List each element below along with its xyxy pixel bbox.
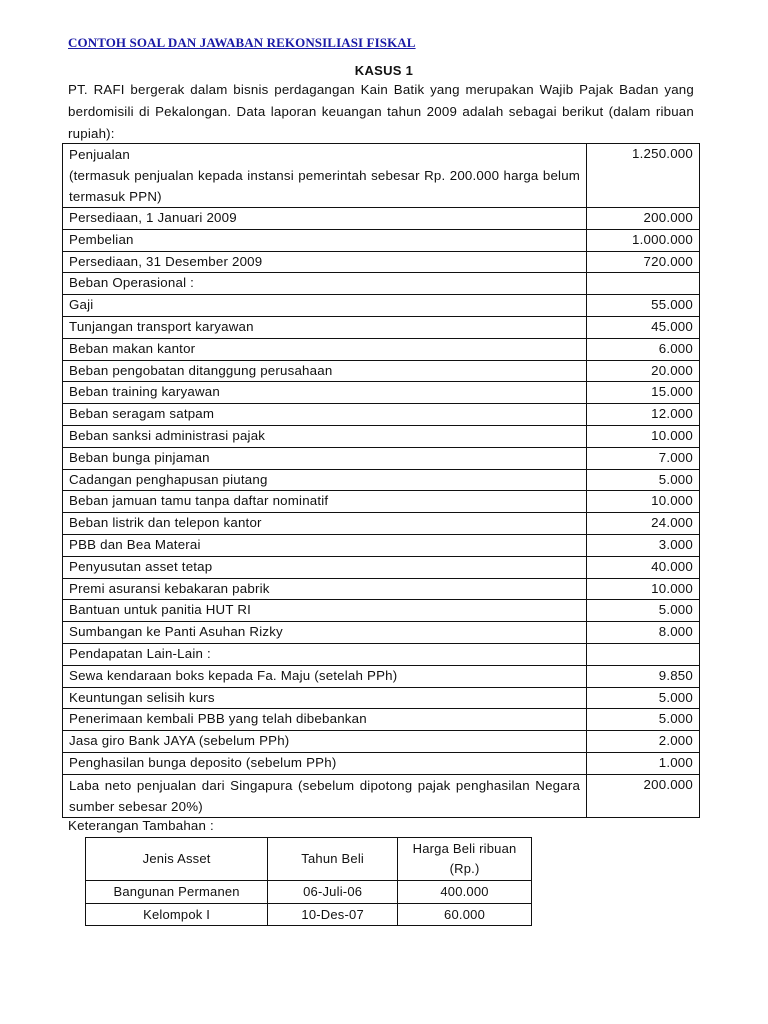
table-row — [63, 534, 700, 556]
row-label: Tunjangan transport karyawan — [63, 316, 587, 338]
row-label: Beban pengobatan ditanggung perusahaan — [63, 360, 587, 382]
row-label: Beban makan kantor — [63, 338, 587, 360]
row-label: Beban listrik dan telepon kantor — [63, 513, 587, 535]
asset-row — [86, 881, 532, 904]
table-row — [63, 404, 700, 426]
table-row — [63, 774, 700, 817]
row-value: 10.000 — [587, 425, 700, 447]
row-label: Beban Operasional : — [63, 273, 587, 295]
asset-year: 06-Juli-06 — [268, 881, 398, 904]
row-label — [63, 144, 587, 208]
table-row — [63, 425, 700, 447]
row-label: Penerimaan kembali PBB yang telah dibebankan — [63, 709, 587, 731]
table-row — [63, 513, 700, 535]
row-value: 1.000 — [587, 752, 700, 774]
row-label: Beban sanksi administrasi pajak — [63, 425, 587, 447]
table-row — [63, 338, 700, 360]
asset-table-header-row — [86, 838, 532, 881]
asset-type: Kelompok I — [86, 903, 268, 926]
row-value: 1.250.000 — [587, 144, 700, 208]
asset-price: 60.000 — [398, 903, 532, 926]
table-row — [63, 360, 700, 382]
table-row — [63, 665, 700, 687]
table-row — [63, 752, 700, 774]
row-value: 5.000 — [587, 469, 700, 491]
asset-row — [86, 903, 532, 926]
row-value: 2.000 — [587, 731, 700, 753]
table-row — [63, 447, 700, 469]
row-value — [587, 273, 700, 295]
table-row — [63, 600, 700, 622]
asset-year: 10-Des-07 — [268, 903, 398, 926]
row-value: 1.000.000 — [587, 229, 700, 251]
table-row — [63, 295, 700, 317]
row-value — [587, 643, 700, 665]
asset-type: Bangunan Permanen — [86, 881, 268, 904]
row-label: Pembelian — [63, 229, 587, 251]
row-label: Beban jamuan tamu tanpa daftar nominatif — [63, 491, 587, 513]
asset-header-type: Jenis Asset — [86, 838, 268, 881]
table-row — [63, 316, 700, 338]
row-value: 200.000 — [587, 208, 700, 230]
row-label: Penghasilan bunga deposito (sebelum PPh) — [63, 752, 587, 774]
row-label: Beban training karyawan — [63, 382, 587, 404]
row-value: 6.000 — [587, 338, 700, 360]
row-label: Sumbangan ke Panti Asuhan Rizky — [63, 622, 587, 644]
row-value: 5.000 — [587, 687, 700, 709]
row-label: Bantuan untuk panitia HUT RI — [63, 600, 587, 622]
table-row — [63, 273, 700, 295]
table-row — [63, 251, 700, 273]
row-label: Beban seragam satpam — [63, 404, 587, 426]
asset-table — [85, 837, 532, 926]
row-label: Penyusutan asset tetap — [63, 556, 587, 578]
table-row — [63, 382, 700, 404]
row-value: 7.000 — [587, 447, 700, 469]
row-label: Pendapatan Lain-Lain : — [63, 643, 587, 665]
table-row — [63, 687, 700, 709]
case-heading: KASUS 1 — [354, 63, 414, 78]
row-label: Beban bunga pinjaman — [63, 447, 587, 469]
table-row — [63, 469, 700, 491]
asset-header-year: Tahun Beli — [268, 838, 398, 881]
row-label: Keuntungan selisih kurs — [63, 687, 587, 709]
row-label: Persediaan, 1 Januari 2009 — [63, 208, 587, 230]
row-value: 8.000 — [587, 622, 700, 644]
row-label: Jasa giro Bank JAYA (sebelum PPh) — [63, 731, 587, 753]
row-label-line: Penjualan — [69, 147, 130, 162]
table-row — [63, 731, 700, 753]
asset-header-price: Harga Beli ribuan (Rp.) — [398, 838, 532, 881]
table-row — [63, 709, 700, 731]
table-row — [63, 643, 700, 665]
row-value: 10.000 — [587, 578, 700, 600]
row-value: 55.000 — [587, 295, 700, 317]
table-row — [63, 622, 700, 644]
row-label: Premi asuransi kebakaran pabrik — [63, 578, 587, 600]
row-label: Laba neto penjualan dari Singapura (sebelum dipotong pajak penghasilan Negara sumber sebesar 20%) — [63, 774, 587, 817]
table-row — [63, 144, 700, 208]
row-value: 5.000 — [587, 709, 700, 731]
intro-paragraph: PT. RAFI bergerak dalam bisnis perdagangan Kain Batik yang merupakan Wajib Pajak Badan yang berdomisili di Pekalongan. Data laporan keuangan tahun 2009 adalah sebagai berikut (dalam ribuan rupiah): — [68, 82, 694, 141]
table-row — [63, 229, 700, 251]
row-value: 9.850 — [587, 665, 700, 687]
row-value: 20.000 — [587, 360, 700, 382]
document-title: CONTOH SOAL DAN JAWABAN REKONSILIASI FISKAL — [68, 35, 416, 50]
table-row — [63, 491, 700, 513]
table-row — [63, 556, 700, 578]
row-label: Persediaan, 31 Desember 2009 — [63, 251, 587, 273]
asset-price: 400.000 — [398, 881, 532, 904]
row-value: 720.000 — [587, 251, 700, 273]
row-value: 3.000 — [587, 534, 700, 556]
row-value: 15.000 — [587, 382, 700, 404]
row-value: 24.000 — [587, 513, 700, 535]
row-value: 200.000 — [587, 774, 700, 817]
table-row — [63, 208, 700, 230]
row-value: 10.000 — [587, 491, 700, 513]
row-value: 12.000 — [587, 404, 700, 426]
row-value: 45.000 — [587, 316, 700, 338]
row-label: PBB dan Bea Materai — [63, 534, 587, 556]
table-row — [63, 578, 700, 600]
row-label: Gaji — [63, 295, 587, 317]
row-label-line: (termasuk penjualan kepada instansi pemerintah sebesar Rp. 200.000 harga belum termasuk PPN) — [69, 168, 581, 204]
additional-info-label: Keterangan Tambahan : — [68, 818, 214, 833]
row-label: Sewa kendaraan boks kepada Fa. Maju (setelah PPh) — [63, 665, 587, 687]
row-label: Cadangan penghapusan piutang — [63, 469, 587, 491]
row-value: 40.000 — [587, 556, 700, 578]
row-value: 5.000 — [587, 600, 700, 622]
financial-data-table — [62, 143, 700, 818]
